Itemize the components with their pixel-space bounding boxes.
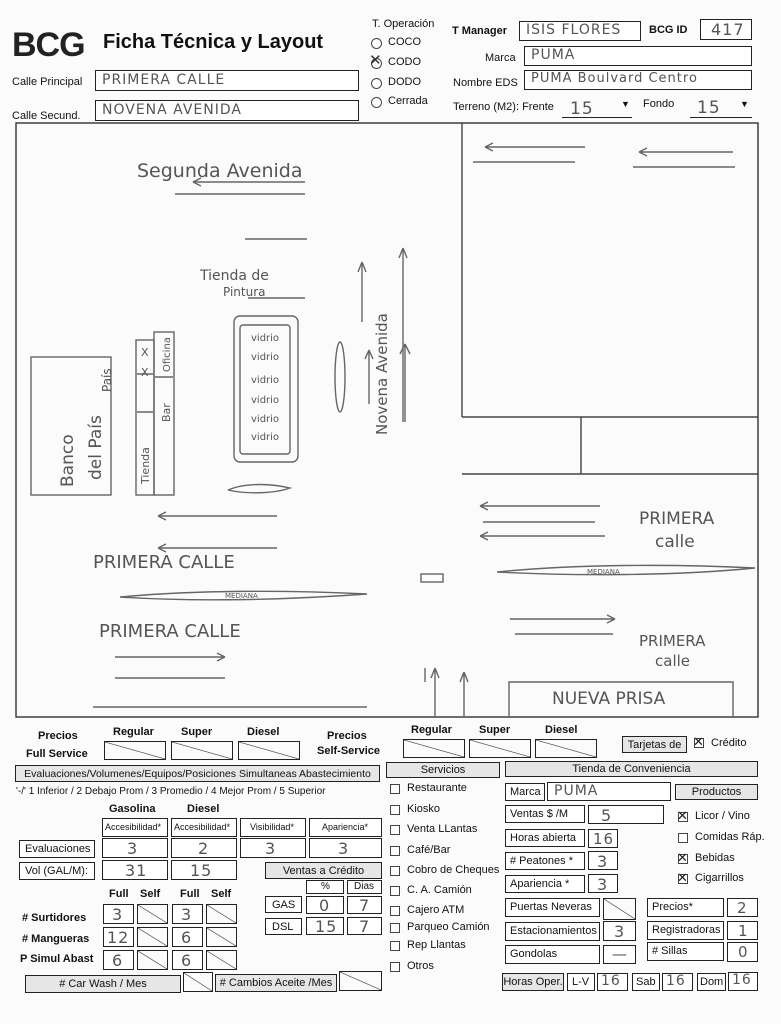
label-mediana-right: MEDIANA: [587, 568, 620, 576]
arrow-top-right-2: [633, 148, 735, 167]
fondo-label: Fondo: [643, 98, 675, 110]
lv-field[interactable]: 16: [597, 973, 628, 991]
mangueras-diesel-full[interactable]: 6: [172, 927, 203, 947]
surtidores-label: # Surtidores: [22, 912, 87, 924]
evaluaciones-section-title: Evaluaciones/Volumenes/Equipos/Posiciones Simultaneas Abastecimiento: [15, 765, 380, 782]
col-accesibilidad-gas: Accesibilidad*: [102, 818, 168, 837]
t-operacion-label: T. Operación: [372, 18, 435, 30]
mangueras-diesel-self[interactable]: [206, 927, 237, 947]
dsl-label: DSL: [265, 918, 302, 935]
layout-sketch: [15, 122, 760, 719]
label-x-mark-1: X: [141, 346, 149, 359]
radio-cerrada[interactable]: [371, 97, 382, 108]
precios-tienda-label: Precios*: [647, 898, 724, 917]
label-x-mark-2: X: [141, 366, 149, 379]
label-oficina-small: Oficina: [162, 337, 173, 372]
tienda-marca-field[interactable]: PUMA: [547, 782, 671, 801]
sillas-field[interactable]: 0: [727, 942, 758, 962]
eval-accesibilidad-diesel[interactable]: 2: [171, 838, 237, 858]
servicio-cheques-label: Cobro de Cheques: [407, 864, 500, 876]
horas-oper-label: Horas Oper.: [502, 973, 564, 991]
arrow-novena-3: [365, 350, 373, 404]
self-label-diesel: Self: [211, 888, 232, 900]
servicio-restaurante-checkbox[interactable]: [390, 784, 400, 794]
car-wash-field[interactable]: [183, 972, 213, 992]
label-bar-small: Bar: [160, 403, 173, 422]
ventas-field[interactable]: 5: [588, 805, 664, 824]
radio-cerrada-label: Cerrada: [388, 95, 428, 107]
servicio-cheques-checkbox[interactable]: [390, 866, 400, 876]
nombre-eds-value: PUMA Boulvard Centro: [531, 71, 698, 86]
precios-full-label-2: Full Service: [26, 748, 88, 760]
precios-full-label-1: Precios: [38, 730, 78, 742]
apariencia-tienda-label: Apariencia *: [505, 875, 585, 893]
arrow-primera-1: [158, 512, 277, 520]
producto-comidas-checkbox[interactable]: [678, 833, 688, 843]
simul-gas-self[interactable]: [137, 950, 168, 970]
t-manager-value: ISIS FLORES: [526, 22, 622, 38]
precios-self-label-1: Precios: [327, 730, 367, 742]
producto-licor-label: Licor / Vino: [695, 810, 750, 822]
registradoras-field[interactable]: 1: [727, 921, 758, 940]
surtidores-diesel-self[interactable]: [206, 904, 237, 924]
ventas-credito-title: Ventas a Crédito: [265, 862, 382, 879]
arrow-primera-3: [115, 653, 225, 661]
radio-coco-label: COCO: [388, 36, 421, 48]
registradoras-label: Registradoras: [647, 921, 724, 940]
eval-visibilidad[interactable]: 3: [240, 838, 306, 858]
label-banco-1: Banco: [58, 434, 78, 487]
estacionamientos-label: Estacionamientos: [505, 922, 600, 941]
servicio-camion-checkbox[interactable]: [390, 886, 400, 896]
mangueras-gas-full[interactable]: 12: [103, 927, 134, 947]
precios-self-label-2: Self-Service: [317, 745, 380, 757]
marca-field[interactable]: [524, 46, 752, 66]
label-vidrio-6: vidrio: [251, 432, 280, 443]
servicio-parqueo-checkbox[interactable]: [390, 923, 400, 933]
median-oval: [335, 342, 345, 412]
cambios-aceite-field[interactable]: [339, 971, 382, 991]
producto-cigarrillos-label: Cigarrillos: [695, 872, 744, 884]
arrow-primera-right-1: [480, 502, 600, 522]
servicio-cafe-checkbox[interactable]: [390, 846, 400, 856]
arrow-primera-right-2: [480, 532, 605, 540]
label-segunda-avenida: Segunda Avenida: [137, 160, 303, 182]
servicio-rep-llantas-label: Rep Llantas: [407, 939, 466, 951]
label-vidrio-3: vidrio: [251, 375, 280, 386]
col-diesel-self: Diesel: [545, 724, 578, 736]
gas-pct-field[interactable]: 0: [306, 896, 344, 914]
estacionamientos-field[interactable]: 3: [603, 921, 636, 941]
label-nueva-prisa: NUEVA PRISA: [552, 689, 666, 709]
fondo-dropdown-icon[interactable]: ▼: [740, 99, 749, 109]
t-manager-field[interactable]: [519, 21, 641, 41]
marca-value: PUMA: [531, 47, 576, 63]
calle-secundaria-label: Calle Secund.: [12, 110, 81, 122]
tarjetas-button: Tarjetas de: [622, 736, 687, 753]
credito-label: Crédito: [711, 737, 747, 749]
label-tienda-pintura-2: Pintura: [223, 285, 266, 299]
col-diesel-full: Diesel: [247, 726, 280, 738]
col-accesibilidad-diesel: Accesibilidad*: [171, 818, 237, 837]
producto-bebidas-checkbox[interactable]: [678, 854, 688, 864]
credito-checkbox[interactable]: [694, 738, 704, 748]
calle-secundaria-field[interactable]: [95, 100, 359, 121]
precio-full-diesel[interactable]: [238, 741, 300, 760]
precios-tienda-field[interactable]: 2: [727, 898, 758, 917]
servicio-parqueo-label: Parqueo Camión: [407, 921, 490, 933]
logo: BCG: [12, 26, 85, 64]
label-primera-right-2: calle: [655, 532, 695, 552]
producto-cigarrillos-checkbox[interactable]: [678, 874, 688, 884]
servicio-atm-label: Cajero ATM: [407, 904, 465, 916]
arrow-novena-2: [399, 248, 407, 422]
surtidores-gas-self[interactable]: [137, 904, 168, 924]
sab-label: Sab: [632, 973, 660, 991]
label-tienda-pintura-1: Tienda de: [200, 268, 269, 284]
mangueras-gas-self[interactable]: [137, 927, 168, 947]
lv-label: L-V: [567, 973, 595, 991]
label-primera-right-3: PRIMERA: [639, 632, 706, 650]
gondolas-label: Gondolas: [505, 945, 600, 964]
gondolas-field[interactable]: —: [603, 945, 636, 964]
simul-gas-full[interactable]: 6: [103, 950, 134, 970]
diesel-label: Diesel: [187, 803, 220, 815]
surtidores-diesel-full[interactable]: 3: [172, 904, 203, 924]
cambios-aceite-label: # Cambios Aceite /Mes: [215, 974, 337, 992]
gas-dias-field[interactable]: 7: [347, 896, 382, 914]
label-vidrio-4: vidrio: [251, 395, 280, 406]
bcg-id-value: 417: [711, 20, 745, 39]
servicio-llantas-label: Venta LLantas: [407, 823, 478, 835]
ventas-label: Ventas $ /M: [505, 805, 585, 823]
servicio-atm-checkbox[interactable]: [390, 906, 400, 916]
precio-self-diesel[interactable]: [535, 739, 597, 758]
arrow-bottom-1: [425, 668, 439, 716]
apariencia-tienda-field[interactable]: 3: [588, 874, 618, 893]
arrow-primera-right-3: [510, 615, 615, 634]
producto-licor-checkbox[interactable]: [678, 812, 688, 822]
label-primera-calle-2: PRIMERA CALLE: [99, 621, 241, 642]
peatones-label: # Peatones *: [505, 852, 585, 870]
pct-header: %: [306, 880, 344, 894]
surtidores-gas-full[interactable]: 3: [103, 904, 134, 924]
radio-dodo[interactable]: [371, 78, 382, 89]
gasolina-label: Gasolina: [109, 803, 156, 815]
full-label-gas: Full: [109, 888, 129, 900]
scale-legend: '-/' 1 Inferior / 2 Debajo Prom / 3 Promedio / 4 Mejor Prom / 5 Superior: [16, 786, 326, 797]
bcg-id-label: BCG ID: [649, 24, 688, 36]
peatones-field[interactable]: 3: [588, 851, 618, 870]
self-label-gas: Self: [140, 888, 161, 900]
dom-field[interactable]: 16: [728, 972, 758, 991]
fondo-value: 15: [697, 98, 721, 118]
radio-dodo-label: DODO: [388, 76, 421, 88]
arrow-top-right-1: [473, 143, 585, 162]
label-vidrio-1: vidrio: [251, 333, 280, 344]
car-symbol: [421, 574, 443, 582]
nombre-eds-field[interactable]: [524, 70, 752, 90]
dom-label: Dom: [697, 973, 726, 991]
tienda-title: Tienda de Conveniencia: [505, 761, 758, 777]
dias-header: Dias: [347, 880, 382, 894]
servicio-kiosko-checkbox[interactable]: [390, 805, 400, 815]
frente-underline: [562, 117, 632, 118]
fondo-underline: [690, 117, 752, 118]
calle-secundaria-value: NOVENA AVENIDA: [102, 102, 242, 118]
evaluaciones-label: Evaluaciones: [19, 840, 95, 858]
label-novena-avenida: Novena Avenida: [373, 313, 391, 435]
label-vidrio-5: vidrio: [251, 414, 280, 425]
puertas-neveras-label: Puertas Neveras: [505, 898, 600, 917]
col-regular-self: Regular: [411, 724, 452, 736]
servicio-otros-checkbox[interactable]: [390, 962, 400, 972]
sab-field[interactable]: 16: [662, 973, 693, 991]
arrow-novena-1: [358, 262, 366, 322]
vol-diesel[interactable]: 15: [171, 860, 237, 880]
precio-full-super[interactable]: [171, 741, 233, 760]
calle-principal-label: Calle Principal: [12, 76, 83, 88]
frente-value: 15: [570, 99, 594, 119]
productos-title: Productos: [675, 784, 758, 800]
calle-principal-value: PRIMERA CALLE: [102, 72, 226, 88]
precio-full-regular[interactable]: [104, 741, 166, 760]
vol-label: Vol (GAL/M):: [19, 862, 95, 880]
servicio-otros-label: Otros: [407, 960, 434, 972]
producto-bebidas-label: Bebidas: [695, 852, 735, 864]
gas-label: GAS: [265, 896, 302, 913]
marca-label: Marca: [485, 52, 516, 64]
arrow-bottom-2: [460, 672, 468, 716]
precio-self-regular[interactable]: [403, 739, 465, 758]
full-label-diesel: Full: [180, 888, 200, 900]
radio-codo-check-icon: ✕: [369, 52, 382, 69]
t-manager-label: T Manager: [452, 25, 508, 37]
nombre-eds-label: Nombre EDS: [453, 77, 518, 89]
simul-diesel-full[interactable]: 6: [172, 950, 203, 970]
calle-principal-field[interactable]: [95, 70, 359, 91]
col-super-full: Super: [181, 726, 213, 738]
radio-codo-label: CODO: [388, 56, 421, 68]
label-mediana-left: MEDIANA: [225, 592, 258, 600]
servicio-camion-label: C. A. Camión: [407, 884, 472, 896]
frente-dropdown-icon[interactable]: ▼: [621, 99, 630, 109]
eval-accesibilidad-gas[interactable]: 3: [102, 838, 168, 858]
servicio-llantas-checkbox[interactable]: [390, 825, 400, 835]
eval-apariencia[interactable]: 3: [309, 838, 382, 858]
sillas-label: # Sillas: [647, 942, 724, 961]
label-primera-calle-1: PRIMERA CALLE: [93, 552, 235, 573]
label-primera-right-1: PRIMERA: [639, 509, 715, 529]
col-apariencia: Apariencia*: [309, 818, 382, 837]
simul-diesel-self[interactable]: [206, 950, 237, 970]
label-pais: País: [100, 368, 114, 392]
simul-label: P Simul Abast: [20, 953, 94, 965]
col-visibilidad: Visibilidad*: [240, 818, 306, 837]
mediana-right: [497, 565, 755, 574]
horas-abierta-field[interactable]: 16: [588, 829, 618, 848]
car-wash-label: # Car Wash / Mes: [25, 975, 181, 993]
radio-coco[interactable]: [371, 38, 382, 49]
precio-self-super[interactable]: [469, 739, 531, 758]
producto-comidas-label: Comidas Ráp.: [695, 831, 765, 843]
col-super-self: Super: [479, 724, 511, 736]
servicio-restaurante-label: Restaurante: [407, 782, 467, 794]
tienda-marca-label: Marca: [505, 783, 545, 801]
dsl-pct-field[interactable]: 15: [306, 917, 344, 935]
label-vidrio-2: vidrio: [251, 352, 280, 363]
bcg-id-field[interactable]: [700, 19, 752, 40]
dsl-dias-field[interactable]: 7: [347, 917, 382, 935]
label-primera-right-4: calle: [655, 652, 691, 670]
arrow-primera-2: [158, 544, 277, 552]
col-regular-full: Regular: [113, 726, 154, 738]
label-tienda-small: Tienda: [139, 447, 152, 484]
vol-gasolina[interactable]: 31: [102, 860, 168, 880]
page-title: Ficha Técnica y Layout: [103, 31, 324, 53]
servicio-cafe-label: Café/Bar: [407, 844, 451, 856]
mangueras-label: # Mangueras: [22, 933, 90, 945]
servicio-rep-llantas-checkbox[interactable]: [390, 941, 400, 951]
horas-abierta-label: Horas abierta: [505, 829, 585, 847]
terreno-label: Terreno (M2): Frente: [453, 101, 554, 113]
puertas-neveras-field[interactable]: [603, 898, 636, 920]
servicio-kiosko-label: Kiosko: [407, 803, 441, 815]
servicios-title: Servicios: [386, 762, 500, 778]
label-banco-2: del País: [86, 415, 106, 480]
